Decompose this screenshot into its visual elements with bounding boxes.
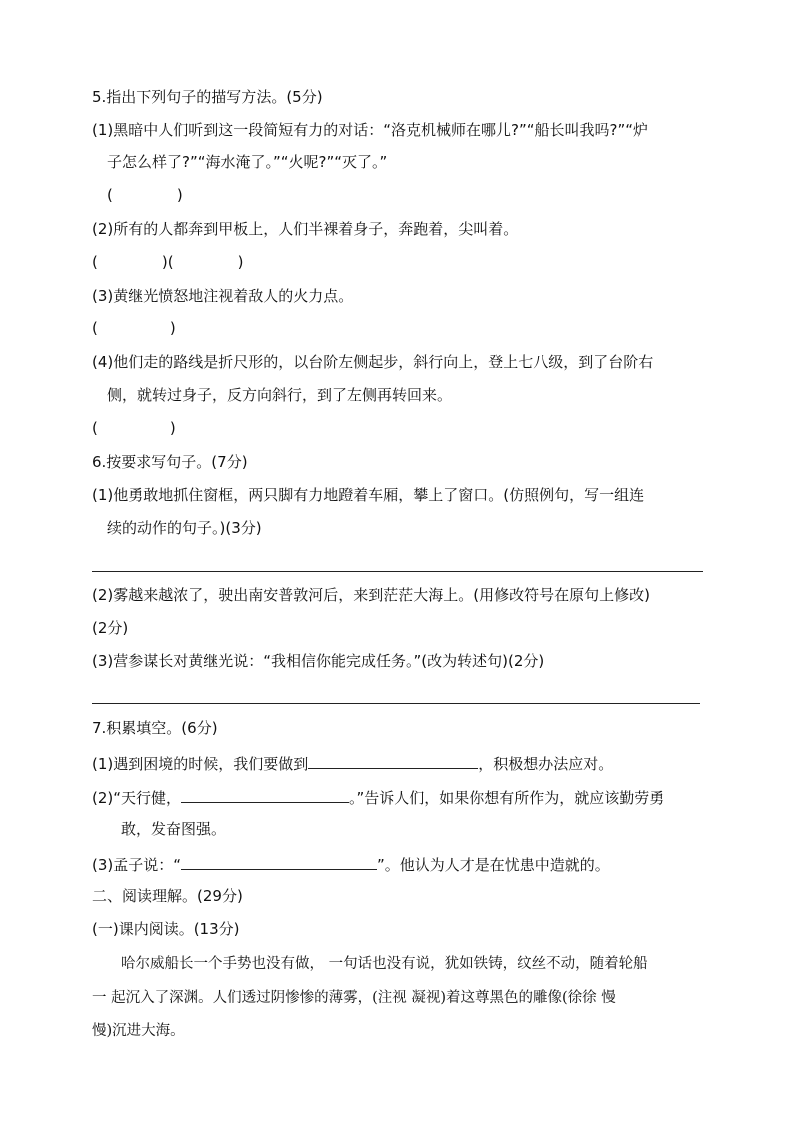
q5-sentence-3: (3)黄继光愤怒地注视着敌人的火力点。 (92, 287, 354, 305)
q5-answer-3[interactable] (92, 318, 176, 338)
q6-answer-line-1[interactable] (92, 571, 703, 572)
q7-blank-2[interactable] (181, 786, 349, 803)
paren-close: ) (161, 253, 168, 271)
paren-open: ( (167, 253, 174, 271)
passage-line-3: 慢)沉进大海。 (92, 1023, 185, 1039)
q5-sentence-1-line-2: 子怎么样了?”“海水淹了。”“火呢?”“灭了。” (107, 153, 388, 171)
q7-item-1 (92, 752, 613, 774)
q5-sentence-4-line-2: 侧，就转过身子，反方向斜行，到了左侧再转回来。 (107, 386, 453, 404)
q6-sentence-1-line-2: 续的动作的句子。)(3分) (107, 519, 262, 537)
part2-subtitle: (一)课内阅读。(13分) (92, 920, 240, 938)
q5-title: 5.指出下列句子的描写方法。(5分) (92, 88, 323, 106)
q5-answer-2[interactable] (92, 252, 243, 272)
q6-title: 6.按要求写句子。(7分) (92, 453, 248, 471)
paren-open: ( (107, 186, 113, 204)
q7-item-3-text-a: (3)孟子说：“ (92, 856, 182, 874)
q7-item-1-text-b: ，积极想办法应对。 (478, 755, 614, 773)
passage-line-2: 一 起沉入了深渊。人们透过阴惨惨的薄雾，(注视 凝视)着这尊黑色的雕像(徐徐 慢 (92, 990, 616, 1006)
q7-item-3-text-b: ”。他认为人才是在忧患中造就的。 (377, 856, 610, 874)
q5-sentence-2: (2)所有的人都奔到甲板上，人们半裸着身子，奔跑着，尖叫着。 (92, 220, 519, 238)
q6-sentence-3: (3)营参谋长对黄继光说：“我相信你能完成任务。”(改为转述句)(2分) (92, 652, 545, 670)
q7-blank-3[interactable] (181, 853, 377, 870)
q7-item-1-text-a: (1)遇到困境的时候，我们要做到 (92, 755, 309, 773)
q5-answer-4[interactable] (92, 418, 176, 438)
q6-sentence-1-line-1: (1)他勇敢地抓住窗框，两只脚有力地蹬着车厢，攀上了窗口。(仿照例句，写一组连 (92, 486, 645, 504)
q6-sentence-2-line-2: (2分) (92, 619, 129, 637)
q6-sentence-2-line-1: (2)雾越来越浓了，驶出南安普敦河后，来到茫茫大海上。(用修改符号在原句上修改) (92, 586, 650, 604)
q5-answer-1[interactable] (107, 185, 183, 205)
paren-open: ( (92, 319, 98, 337)
q5-sentence-4-line-1: (4)他们走的路线是折尺形的，以台阶左侧起步，斜行向上，登上七八级，到了台阶右 (92, 353, 654, 371)
paren-open: ( (92, 419, 98, 437)
q7-blank-1[interactable] (308, 752, 478, 769)
q7-item-2-line-2: 敢，发奋图强。 (121, 820, 227, 838)
passage-line-1: 哈尔威船长一个手势也没有做， 一句话也没有说，犹如铁铸，纹丝不动，随着轮船 (121, 956, 648, 972)
q7-item-2-text-b: 。”告诉人们，如果你想有所作为，就应该勤劳勇 (349, 789, 665, 807)
q7-title: 7.积累填空。(6分) (92, 719, 218, 737)
paren-close: ) (237, 253, 244, 271)
paren-close: ) (176, 186, 183, 204)
q5-sentence-1-line-1: (1)黑暗中人们听到这一段简短有力的对话：“洛克机械师在哪儿?”“船长叫我吗?”“炉 (92, 121, 649, 139)
q7-item-2-text-a: (2)“天行健， (92, 789, 182, 807)
paren-close: ) (169, 319, 176, 337)
q6-answer-line-3[interactable] (92, 703, 700, 704)
q7-item-3 (92, 853, 610, 875)
q7-item-2 (92, 786, 664, 808)
paren-close: ) (169, 419, 176, 437)
paren-open: ( (92, 253, 98, 271)
part2-title: 二、阅读理解。(29分) (92, 887, 243, 905)
